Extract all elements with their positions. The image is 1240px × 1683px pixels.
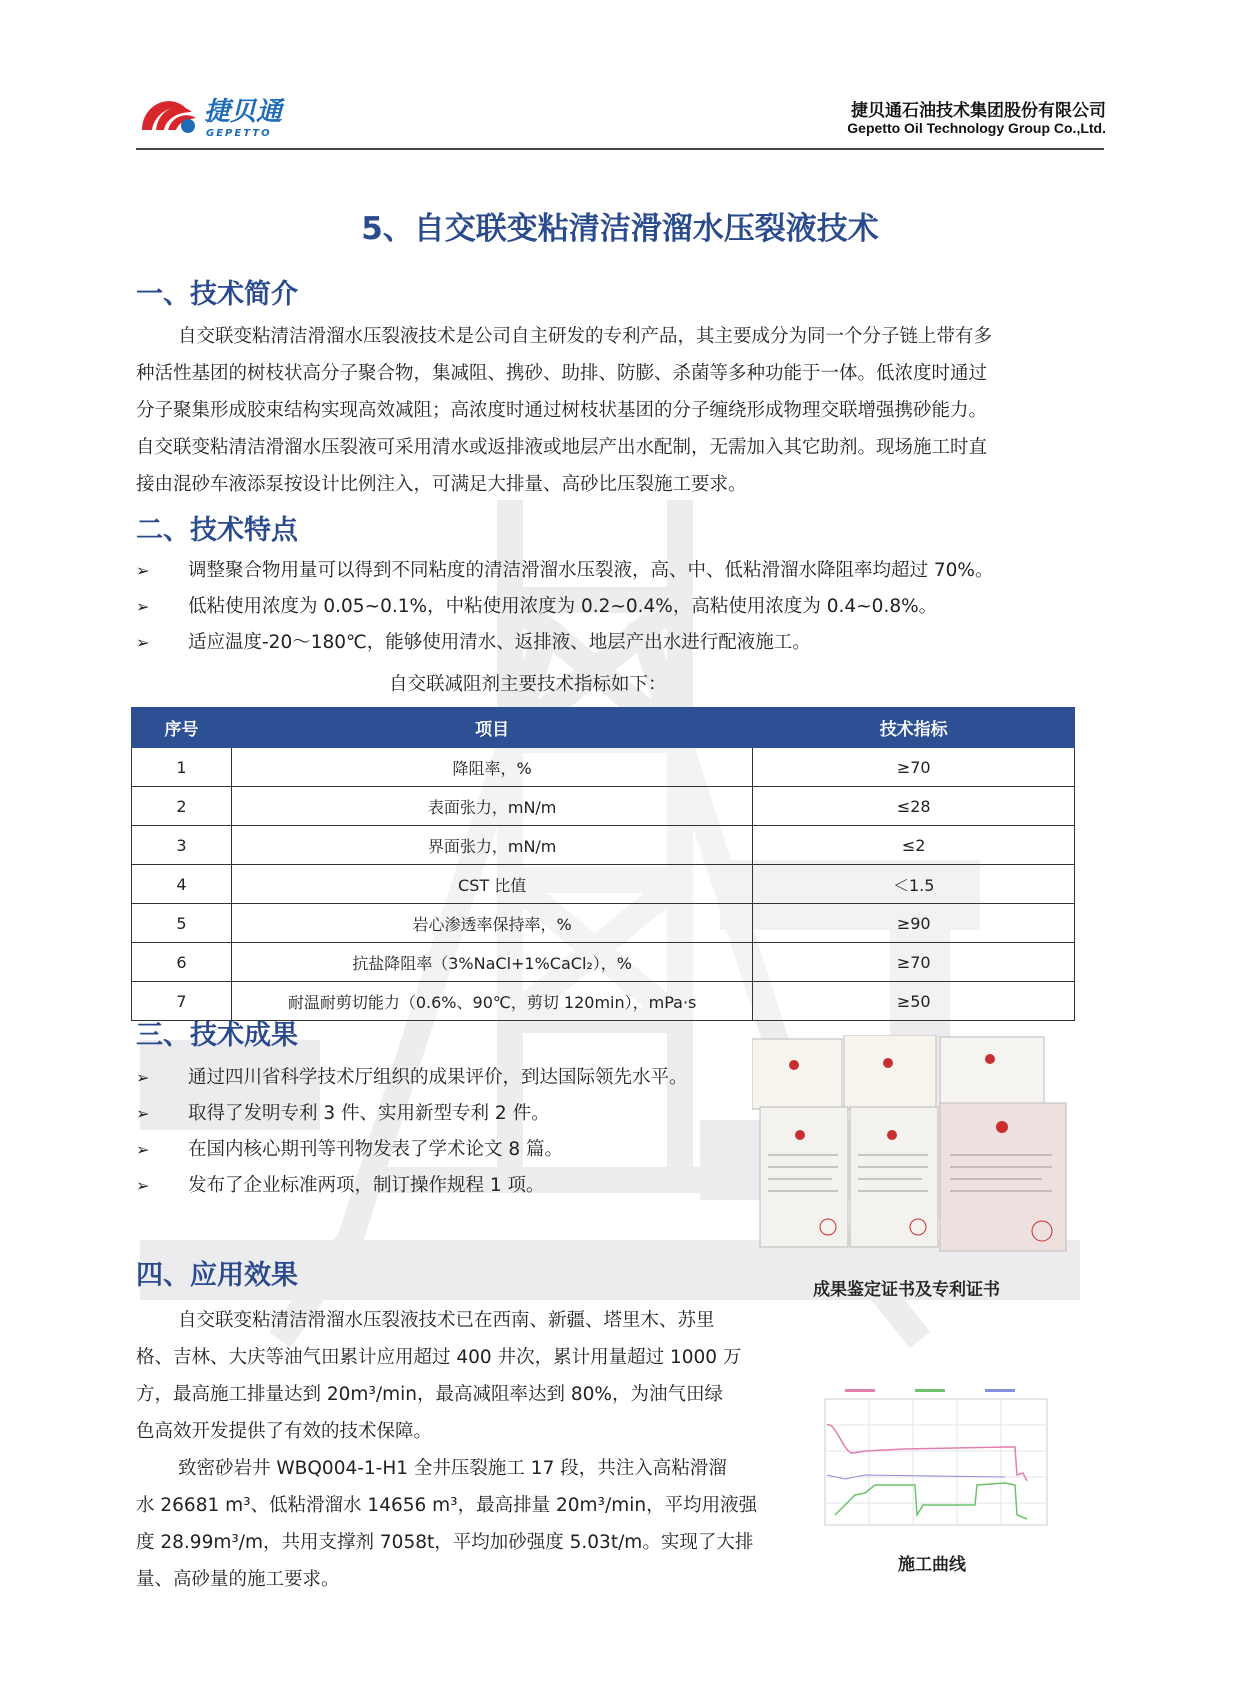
svg-text:GEPETTO: GEPETTO bbox=[206, 128, 272, 139]
intro-line: 自交联变粘清洁滑溜水压裂液可采用清水或返排液或地层产出水配制，无需加入其它助剂。现场施工时直 bbox=[136, 437, 988, 458]
arrow-bullet-icon: ➢ bbox=[136, 597, 150, 616]
cell-index: 5 bbox=[132, 904, 232, 943]
table-caption: 自交联减阻剂主要技术指标如下： bbox=[389, 674, 667, 695]
table-row bbox=[132, 865, 1075, 904]
gepetto-logo bbox=[138, 86, 318, 142]
cell-item: 降阻率，% bbox=[231, 748, 753, 787]
application-paragraph-1 bbox=[136, 1302, 796, 1450]
cell-index: 1 bbox=[132, 748, 232, 787]
application-line: 量、高砂量的施工要求。 bbox=[136, 1569, 340, 1590]
arrow-bullet-icon: ➢ bbox=[136, 561, 150, 580]
application-line: 水 26681 m³、低粘滑溜水 14656 m³，最高排量 20m³/min，平均用液强 bbox=[136, 1495, 758, 1516]
table-row bbox=[132, 748, 1075, 787]
spec-table bbox=[131, 707, 1075, 1021]
table-row bbox=[132, 787, 1075, 826]
table-header-row bbox=[132, 708, 1075, 748]
cell-item: 岩心渗透率保持率，% bbox=[231, 904, 753, 943]
cell-spec: ≤2 bbox=[753, 826, 1075, 865]
company-name-cn: 捷贝通石油技术集团股份有限公司 bbox=[851, 101, 1106, 121]
page-title: 5、自交联变粘清洁滑溜水压裂液技术 bbox=[361, 211, 879, 247]
application-paragraph-2 bbox=[136, 1450, 796, 1598]
intro-line: 分子聚集形成胶束结构实现高效减阻；高浓度时通过树枝状基团的分子缠绕形成物理交联增强携砂能力。 bbox=[136, 400, 988, 421]
application-line: 色高效开发提供了有效的技术保障。 bbox=[136, 1421, 433, 1442]
result-bullet: ➢ 发布了企业标准两项，制订操作规程 1 项。 bbox=[136, 1173, 545, 1199]
cell-spec: ≤28 bbox=[753, 787, 1075, 826]
cell-item: 耐温耐剪切能力（0.6%、90℃，剪切 120min），mPa·s bbox=[231, 982, 753, 1021]
intro-line: 种活性基团的树枝状高分子聚合物，集减阻、携砂、助排、防膨、杀菌等多种功能于一体。低浓度时通过 bbox=[136, 363, 988, 384]
application-line: 度 28.99m³/m，共用支撑剂 7058t，平均加砂强度 5.03t/m。实现了大排 bbox=[136, 1532, 754, 1553]
construction-curve-image bbox=[805, 1385, 1055, 1540]
arrow-bullet-icon: ➢ bbox=[136, 1104, 150, 1123]
svg-text:捷贝通: 捷贝通 bbox=[204, 97, 283, 127]
col-header-item: 项目 bbox=[231, 708, 753, 748]
certificates-image bbox=[752, 1035, 1070, 1255]
feature-bullet: ➢ 调整聚合物用量可以得到不同粘度的清洁滑溜水压裂液，高、中、低粘滑溜水降阻率均超过 70%。 bbox=[136, 558, 994, 584]
col-header-index: 序号 bbox=[132, 708, 232, 748]
col-header-spec: 技术指标 bbox=[753, 708, 1075, 748]
cell-item: 抗盐降阻率（3%NaCl+1%CaCl₂），% bbox=[231, 943, 753, 982]
intro-line: 自交联变粘清洁滑溜水压裂液技术是公司自主研发的专利产品，其主要成分为同一个分子链上带有多 bbox=[178, 326, 993, 347]
arrow-bullet-icon: ➢ bbox=[136, 1140, 150, 1159]
arrow-bullet-icon: ➢ bbox=[136, 633, 150, 652]
cell-spec: ≥50 bbox=[753, 982, 1075, 1021]
table-row bbox=[132, 826, 1075, 865]
intro-line: 接由混砂车液添泵按设计比例注入，可满足大排量、高砂比压裂施工要求。 bbox=[136, 474, 747, 495]
company-name-en: Gepetto Oil Technology Group Co.,Ltd. bbox=[847, 120, 1106, 136]
cell-spec: ≥70 bbox=[753, 748, 1075, 787]
section-heading-results: 三、技术成果 bbox=[136, 1020, 298, 1051]
result-bullet: ➢ 在国内核心期刊等刊物发表了学术论文 8 篇。 bbox=[136, 1137, 563, 1163]
feature-bullet: ➢ 低粘使用浓度为 0.05~0.1%，中粘使用浓度为 0.2~0.4%，高粘使用浓度为 0.4~0.8%。 bbox=[136, 594, 937, 620]
cell-item: 表面张力，mN/m bbox=[231, 787, 753, 826]
cell-index: 2 bbox=[132, 787, 232, 826]
cell-spec: ≥70 bbox=[753, 943, 1075, 982]
intro-paragraph bbox=[136, 318, 1112, 503]
arrow-bullet-icon: ➢ bbox=[136, 1176, 150, 1195]
cell-index: 3 bbox=[132, 826, 232, 865]
result-bullet: ➢ 通过四川省科学技术厅组织的成果评价，到达国际领先水平。 bbox=[136, 1065, 688, 1091]
header-divider bbox=[136, 148, 1104, 150]
section-heading-intro: 一、技术简介 bbox=[136, 279, 298, 310]
cell-index: 7 bbox=[132, 982, 232, 1021]
application-line: 方，最高施工排量达到 20m³/min，最高减阻率达到 80%，为油气田绿 bbox=[136, 1384, 723, 1405]
certificates-caption: 成果鉴定证书及专利证书 bbox=[813, 1280, 1000, 1300]
section-heading-application: 四、应用效果 bbox=[136, 1260, 298, 1291]
application-line: 致密砂岩井 WBQ004-1-H1 全井压裂施工 17 段，共注入高粘滑溜 bbox=[178, 1458, 727, 1479]
cell-spec: ＜1.5 bbox=[753, 865, 1075, 904]
cell-index: 6 bbox=[132, 943, 232, 982]
curve-caption: 施工曲线 bbox=[898, 1555, 966, 1575]
section-heading-features: 二、技术特点 bbox=[136, 515, 298, 546]
application-line: 格、吉林、大庆等油气田累计应用超过 400 井次，累计用量超过 1000 万 bbox=[136, 1347, 742, 1368]
feature-bullet: ➢ 适应温度-20～180℃，能够使用清水、返排液、地层产出水进行配液施工。 bbox=[136, 630, 811, 656]
table-row bbox=[132, 943, 1075, 982]
result-bullet: ➢ 取得了发明专利 3 件、实用新型专利 2 件。 bbox=[136, 1101, 550, 1127]
arrow-bullet-icon: ➢ bbox=[136, 1068, 150, 1087]
application-line: 自交联变粘清洁滑溜水压裂液技术已在西南、新疆、塔里木、苏里 bbox=[178, 1310, 715, 1331]
cell-spec: ≥90 bbox=[753, 904, 1075, 943]
cell-index: 4 bbox=[132, 865, 232, 904]
cell-item: 界面张力，mN/m bbox=[231, 826, 753, 865]
cell-item: CST 比值 bbox=[231, 865, 753, 904]
table-row bbox=[132, 904, 1075, 943]
